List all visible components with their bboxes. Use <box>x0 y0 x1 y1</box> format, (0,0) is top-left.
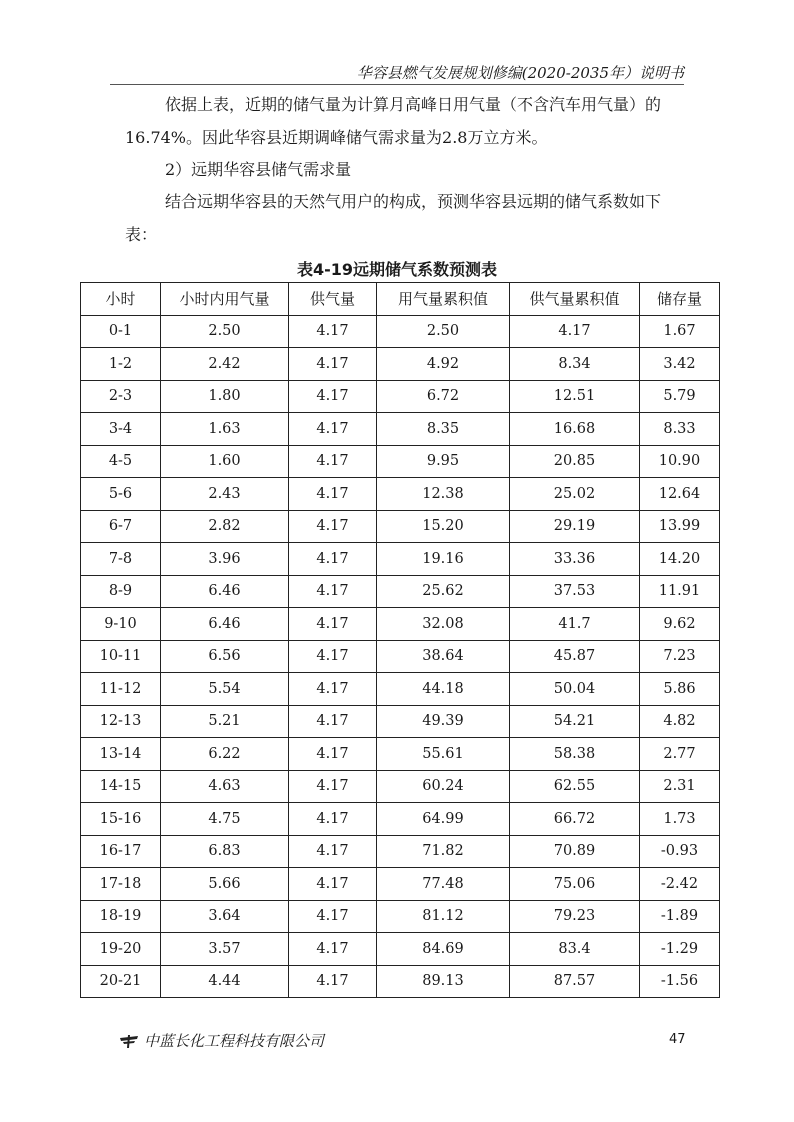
table-cell: 14-15 <box>81 770 161 803</box>
table-cell: 4.17 <box>289 900 377 933</box>
table-cell: 25.62 <box>377 575 510 608</box>
table-cell: 5.66 <box>161 868 289 901</box>
table-cell: 25.02 <box>510 478 640 511</box>
table-row <box>81 900 720 933</box>
table-cell: 12-13 <box>81 705 161 738</box>
table-cell: 71.82 <box>377 835 510 868</box>
table-header-row <box>81 283 720 316</box>
table-cell: 4.17 <box>289 770 377 803</box>
table-cell: 3.42 <box>640 348 720 381</box>
table-cell: 58.38 <box>510 738 640 771</box>
table-cell: 45.87 <box>510 640 640 673</box>
table-cell: 2.50 <box>161 315 289 348</box>
table-cell: 5-6 <box>81 478 161 511</box>
company-logo-icon <box>118 1033 140 1049</box>
table-cell: 1-2 <box>81 348 161 381</box>
table-cell: 4.17 <box>289 413 377 446</box>
column-header: 供气量 <box>289 283 377 316</box>
table-cell: 6.22 <box>161 738 289 771</box>
table-row <box>81 673 720 706</box>
table-cell: 4.17 <box>510 315 640 348</box>
table-cell: 4.17 <box>289 803 377 836</box>
table-cell: 29.19 <box>510 510 640 543</box>
table-cell: 0-1 <box>81 315 161 348</box>
table-cell: 4.17 <box>289 965 377 998</box>
column-header: 用气量累积值 <box>377 283 510 316</box>
table-cell: 54.21 <box>510 705 640 738</box>
table-cell: 5.79 <box>640 380 720 413</box>
table-cell: 8.34 <box>510 348 640 381</box>
paragraph-3-line-1: 结合远期华容县的天然气用户的构成，预测华容县远期的储气系数如下 <box>165 192 662 211</box>
table-cell: 4.17 <box>289 608 377 641</box>
table-row <box>81 640 720 673</box>
table-cell: 3.64 <box>161 900 289 933</box>
column-header: 小时 <box>81 283 161 316</box>
table-cell: -2.42 <box>640 868 720 901</box>
table-cell: 81.12 <box>377 900 510 933</box>
paragraph-1-line-2: 16.74%。因此华容县近期调峰储气需求量为2.8万立方米。 <box>125 128 548 147</box>
table-cell: 17-18 <box>81 868 161 901</box>
table-cell: 4-5 <box>81 445 161 478</box>
table-cell: 77.48 <box>377 868 510 901</box>
table-cell: 15-16 <box>81 803 161 836</box>
table-cell: 2.77 <box>640 738 720 771</box>
table-row <box>81 543 720 576</box>
page-number: 47 <box>669 1032 686 1047</box>
table-cell: 8.35 <box>377 413 510 446</box>
table-cell: 41.7 <box>510 608 640 641</box>
table-cell: -1.29 <box>640 933 720 966</box>
table-cell: 64.99 <box>377 803 510 836</box>
table-cell: 37.53 <box>510 575 640 608</box>
table-cell: 75.06 <box>510 868 640 901</box>
table-cell: 2-3 <box>81 380 161 413</box>
table-row <box>81 705 720 738</box>
table-cell: 4.17 <box>289 835 377 868</box>
table-cell: 13-14 <box>81 738 161 771</box>
table-cell: 44.18 <box>377 673 510 706</box>
table-cell: 1.80 <box>161 380 289 413</box>
table-cell: 13.99 <box>640 510 720 543</box>
table-cell: -1.89 <box>640 900 720 933</box>
table-row <box>81 965 720 998</box>
table-row <box>81 933 720 966</box>
table-row <box>81 445 720 478</box>
table-cell: 16.68 <box>510 413 640 446</box>
table-row <box>81 575 720 608</box>
table-cell: 2.31 <box>640 770 720 803</box>
page-footer <box>118 1030 324 1051</box>
table-cell: 2.42 <box>161 348 289 381</box>
table-cell: 4.17 <box>289 868 377 901</box>
table-cell: 7-8 <box>81 543 161 576</box>
table-cell: 12.51 <box>510 380 640 413</box>
table-cell: 10.90 <box>640 445 720 478</box>
table-cell: 3.96 <box>161 543 289 576</box>
table-cell: 20.85 <box>510 445 640 478</box>
table-row <box>81 478 720 511</box>
table-cell: 4.75 <box>161 803 289 836</box>
table-cell: -0.93 <box>640 835 720 868</box>
paragraph-3-line-2: 表： <box>125 225 158 244</box>
table-cell: 20-21 <box>81 965 161 998</box>
column-header: 小时内用气量 <box>161 283 289 316</box>
header-divider <box>110 84 684 85</box>
table-cell: 10-11 <box>81 640 161 673</box>
table-cell: 3.57 <box>161 933 289 966</box>
table-row <box>81 510 720 543</box>
column-header: 供气量累积值 <box>510 283 640 316</box>
table-cell: 66.72 <box>510 803 640 836</box>
table-cell: 4.17 <box>289 348 377 381</box>
table-caption: 表4-19远期储气系数预测表 <box>296 260 498 279</box>
table-cell: 4.17 <box>289 738 377 771</box>
table-cell: 4.17 <box>289 510 377 543</box>
table-cell: 1.67 <box>640 315 720 348</box>
table-cell: 12.64 <box>640 478 720 511</box>
table-cell: 6.46 <box>161 575 289 608</box>
table-cell: 5.86 <box>640 673 720 706</box>
table-cell: 4.17 <box>289 543 377 576</box>
table-cell: 15.20 <box>377 510 510 543</box>
table-cell: 83.4 <box>510 933 640 966</box>
paragraph-1-line-1: 依据上表，近期的储气量为计算月高峰日用气量（不含汽车用气量）的 <box>165 95 662 114</box>
table-cell: 4.17 <box>289 315 377 348</box>
table-cell: 19-20 <box>81 933 161 966</box>
table-cell: 50.04 <box>510 673 640 706</box>
table-cell: 1.73 <box>640 803 720 836</box>
table-row <box>81 348 720 381</box>
table-row <box>81 803 720 836</box>
paragraph-2: 2）远期华容县储气需求量 <box>165 160 352 179</box>
table-cell: 84.69 <box>377 933 510 966</box>
table-cell: 3-4 <box>81 413 161 446</box>
table-cell: 4.17 <box>289 933 377 966</box>
column-header: 储存量 <box>640 283 720 316</box>
table-cell: 6.72 <box>377 380 510 413</box>
table-cell: 19.16 <box>377 543 510 576</box>
table-cell: 9.95 <box>377 445 510 478</box>
table-row <box>81 738 720 771</box>
table-cell: 4.63 <box>161 770 289 803</box>
table-row <box>81 835 720 868</box>
table-row <box>81 413 720 446</box>
table-row <box>81 380 720 413</box>
table-row <box>81 315 720 348</box>
table-cell: 6.46 <box>161 608 289 641</box>
table-cell: 55.61 <box>377 738 510 771</box>
table-cell: 11.91 <box>640 575 720 608</box>
table-cell: 8.33 <box>640 413 720 446</box>
company-name: 中蓝长化工程科技有限公司 <box>144 1032 325 1050</box>
page-header-title: 华容县燃气发展规划修编(2020-2035年）说明书 <box>356 64 684 82</box>
table-cell: 4.17 <box>289 478 377 511</box>
table-cell: 1.60 <box>161 445 289 478</box>
table-cell: 4.17 <box>289 640 377 673</box>
table-row <box>81 608 720 641</box>
table-cell: 33.36 <box>510 543 640 576</box>
table-cell: 4.17 <box>289 705 377 738</box>
table-cell: 87.57 <box>510 965 640 998</box>
table-cell: 2.82 <box>161 510 289 543</box>
table-cell: 11-12 <box>81 673 161 706</box>
table-cell: 5.21 <box>161 705 289 738</box>
table-cell: 4.92 <box>377 348 510 381</box>
table-cell: 49.39 <box>377 705 510 738</box>
table-cell: 9-10 <box>81 608 161 641</box>
table-cell: 8-9 <box>81 575 161 608</box>
table-row <box>81 770 720 803</box>
table-cell: 4.82 <box>640 705 720 738</box>
table-cell: 6.56 <box>161 640 289 673</box>
table-cell: 9.62 <box>640 608 720 641</box>
table-cell: 7.23 <box>640 640 720 673</box>
table-cell: 4.17 <box>289 380 377 413</box>
table-cell: 89.13 <box>377 965 510 998</box>
table-cell: 6-7 <box>81 510 161 543</box>
table-cell: 16-17 <box>81 835 161 868</box>
table-row <box>81 868 720 901</box>
table-cell: 38.64 <box>377 640 510 673</box>
table-cell: 2.50 <box>377 315 510 348</box>
table-cell: 62.55 <box>510 770 640 803</box>
table-cell: 32.08 <box>377 608 510 641</box>
storage-coefficient-table <box>80 282 720 998</box>
table-cell: 1.63 <box>161 413 289 446</box>
table-cell: 18-19 <box>81 900 161 933</box>
table-cell: 60.24 <box>377 770 510 803</box>
table-cell: 12.38 <box>377 478 510 511</box>
table-cell: 2.43 <box>161 478 289 511</box>
table-cell: 5.54 <box>161 673 289 706</box>
table-cell: 79.23 <box>510 900 640 933</box>
table-cell: 4.17 <box>289 575 377 608</box>
table-cell: 6.83 <box>161 835 289 868</box>
table-cell: 14.20 <box>640 543 720 576</box>
table-cell: 4.17 <box>289 445 377 478</box>
table-cell: 4.44 <box>161 965 289 998</box>
table-cell: 70.89 <box>510 835 640 868</box>
table-cell: 4.17 <box>289 673 377 706</box>
table-cell: -1.56 <box>640 965 720 998</box>
